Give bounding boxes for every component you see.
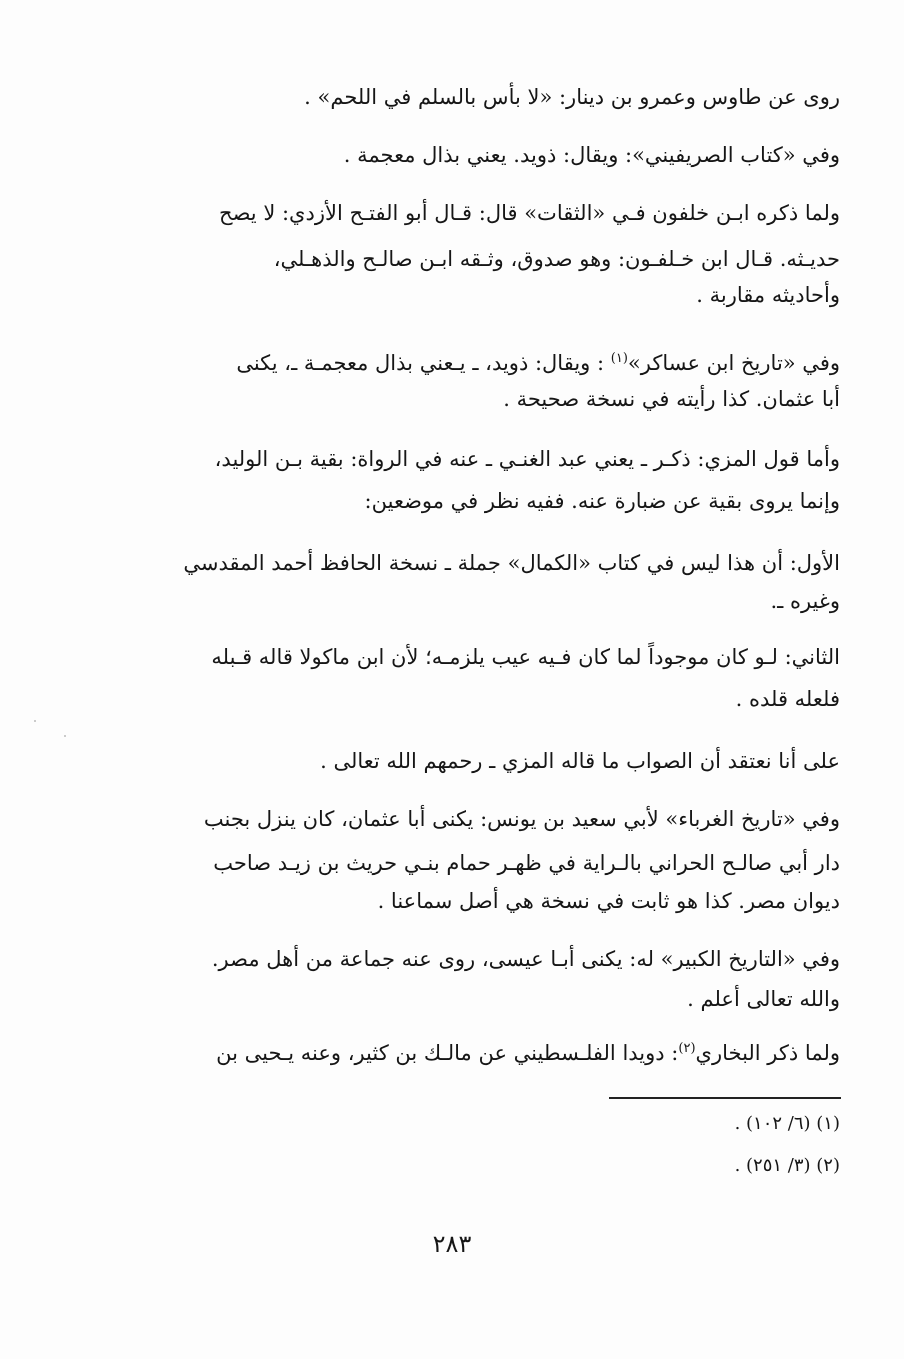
footnote-marker[interactable]: (١) — [610, 351, 628, 366]
text-segment: : ويقال: ذويد، ـ يـعني بذال معجمـة ـ، يكنى — [236, 351, 611, 375]
text-line: والله تعالى أعلم . — [687, 987, 840, 1011]
text-line: وإنما يروى بقية عن ضبارة عنه. ففيه نظر في موضعين: — [364, 489, 840, 513]
text-line: الأول: أن هذا ليس في كتاب «الكمال» جملة ـ نسخة الحافظ أحمد المقدسي — [183, 551, 840, 575]
footnote-marker[interactable]: (٢) — [678, 1041, 696, 1056]
scan-speck — [34, 720, 36, 722]
text-segment: وفي «تاريخ ابن عساكر» — [627, 351, 840, 375]
scan-speck — [64, 735, 66, 737]
text-line: وأحاديثه مقاربة . — [696, 283, 840, 307]
text-line: حديـثه. قـال ابن خـلفـون: وهو صدوق، وثـقه ابـن صالـح والذهـلي، — [273, 247, 840, 271]
text-line: وفي «تاريخ الغرباء» لأبي سعيد بن يونس: يكنى أبا عثمان، كان ينزل بجنب — [203, 807, 840, 831]
text-line: ديوان مصر. كذا هو ثابت في نسخة هي أصل سماعنا . — [377, 889, 840, 913]
text-line: روى عن طاوس وعمرو بن دينار: «لا بأس بالسلم في اللحم» . — [304, 85, 840, 109]
text-line: وأما قول المزي: ذكـر ـ يعني عبد الغنـي ـ عنه في الرواة: بقية بـن الوليد، — [214, 447, 840, 471]
text-segment: : دويدا الفلـسطيني عن مالـك بن كثير، وعنه يـحيى بن — [216, 1041, 679, 1065]
text-line: وغيره ـ. — [770, 589, 840, 613]
text-line: ولما ذكره ابـن خلفون فـي «الثقات» قال: قـال أبو الفتـح الأزدي: لا يصح — [219, 201, 840, 225]
text-line: أبا عثمان. كذا رأيته في نسخة صحيحة . — [503, 387, 840, 411]
page-number: ٢٨٣ — [432, 1230, 472, 1258]
text-line — [143, 1030, 840, 1076]
text-segment: ولما ذكر البخاري — [695, 1041, 840, 1065]
text-line: دار أبي صالـح الحراني بالـراية في ظهـر حمام بنـي حريث بن زيـد صاحب — [213, 851, 840, 875]
footnote-divider — [609, 1097, 841, 1099]
text-line: على أنا نعتقد أن الصواب ما قاله المزي ـ رحمهم الله تعالى . — [320, 749, 840, 773]
text-line: الثاني: لـو كان موجوداً لما كان فـيه عيب يلزمـه؛ لأن ابن ماكولا قاله قـبله — [211, 645, 840, 669]
text-line: وفي «التاريخ الكبير» له: يكنى أبـا عيسى، روى عنه جماعة من أهل مصر. — [211, 947, 840, 971]
footnote: (٢) (٣/ ٢٥١) . — [734, 1155, 840, 1176]
footnote: (١) (٦/ ١٠٢) . — [734, 1113, 840, 1134]
text-line: وفي «كتاب الصريفيني»: ويقال: ذويد. يعني بذال معجمة . — [343, 143, 840, 167]
text-line: فلعله قلده . — [735, 687, 840, 711]
